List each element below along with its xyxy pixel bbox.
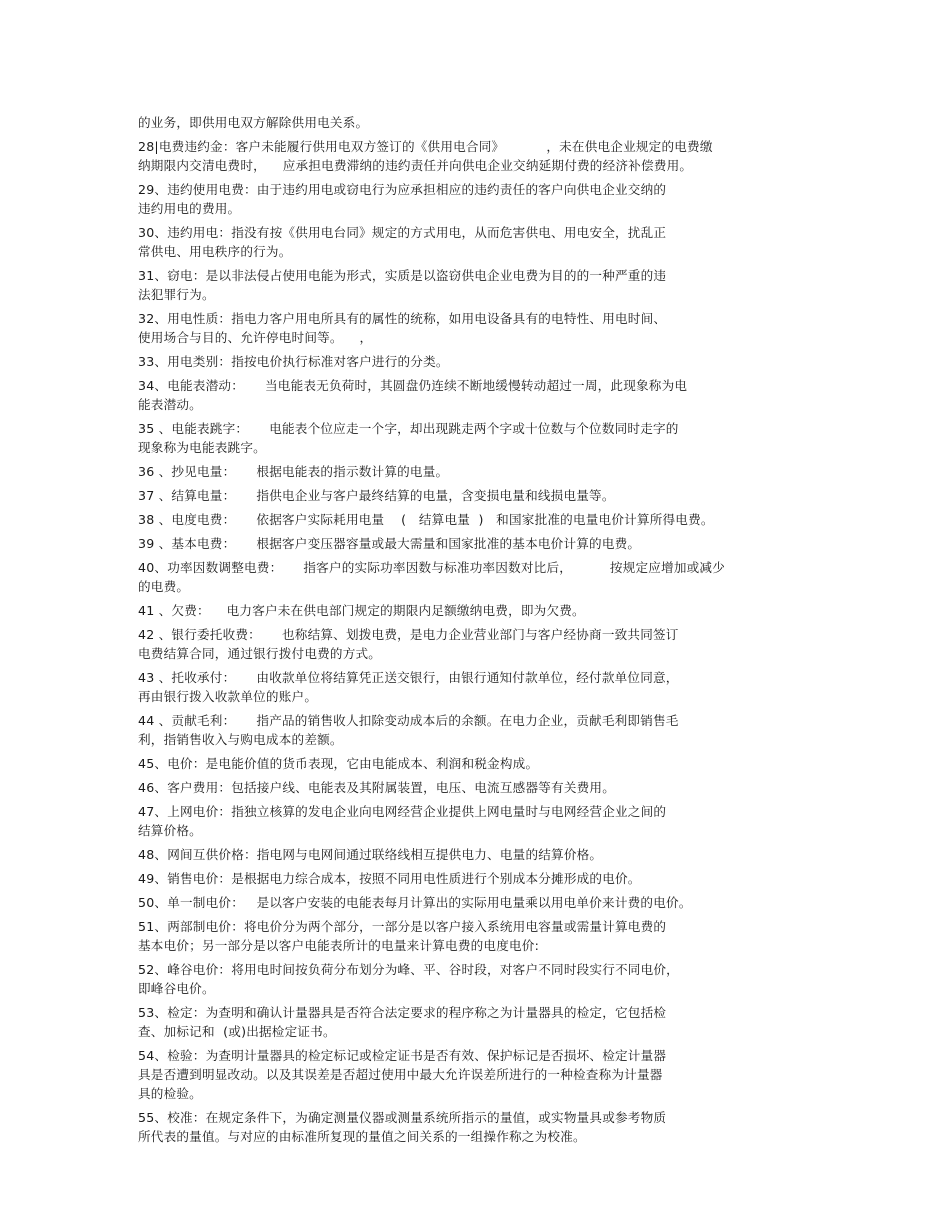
text-line: 49、销售电价：是根据电力综合成本，按照不同用电性质进行个别成本分摊形成的电价。 <box>138 871 641 886</box>
text-line: 35 、电能表跳字： 电能表个位应走一个字，却出现跳走两个字或十位数与个位数同时走字的 <box>138 421 679 436</box>
text-line: 54、检验：为查明计量器具的检定标记或检定证书是否有效、保护标记是否损坏、检定计量器 <box>138 1048 667 1063</box>
definition-entry-49 <box>138 869 818 888</box>
definition-entry-40 <box>138 558 818 596</box>
text-line: 33、用电类别：指按电价执行标准对客户进行的分类。 <box>138 354 449 369</box>
definition-entry-38 <box>138 510 818 529</box>
text-line: 即峰谷电价。 <box>138 981 215 996</box>
text-line: 36 、抄见电量： 根据电能表的指示数计算的电量。 <box>138 464 449 479</box>
definition-entry-44 <box>138 711 818 749</box>
text-line: 41 、欠费： 电力客户未在供电部门规定的期限内足额缴纳电费，即为欠费。 <box>138 603 585 618</box>
text-line: 29、违约使用电费：由于违约用电或窃电行为应承担相应的违约责任的客户向供电企业交纳的 <box>138 182 667 197</box>
text-line: 基本电价；另一部分是以客户电能表所计的电量来计算电费的电度电价: <box>138 938 540 953</box>
definition-entry-51 <box>138 917 818 955</box>
text-line: 违约用电的费用。 <box>138 201 241 216</box>
text-line: 31、窃电：是以非法侵占使用电能为形式，实质是以盗窃供电企业电费为目的的一种严重的违 <box>138 268 667 283</box>
text-line: 28|电费违约金：客户未能履行供用电双方签订的《供用电合同》 ，未在供电企业规定的电费缴 <box>138 139 713 154</box>
text-line: 现象称为电能表跳字。 <box>138 440 266 455</box>
definition-entry-45 <box>138 754 818 773</box>
text-line: 30、违约用电：指没有按《供用电台同》规定的方式用电，从而危害供电、用电安全，扰乱正 <box>138 225 667 240</box>
text-line: 43 、托收承付： 由收款单位将结算凭正送交银行，由银行通知付款单位，经付款单位同意， <box>138 670 679 685</box>
definition-entry-33 <box>138 352 818 371</box>
document-body <box>138 113 818 1151</box>
text-line: 具的检验。 <box>138 1086 202 1101</box>
text-line: 47、上网电价：指独立核算的发电企业向电网经营企业提供上网电量时与电网经营企业之间的 <box>138 804 667 819</box>
text-line: 法犯罪行为。 <box>138 287 215 302</box>
text-line: 39 、基本电费： 根据客户变压器容量或最大需量和国家批准的基本电价计算的电费。 <box>138 536 641 551</box>
text-line: 再由银行拨入收款单位的账户。 <box>138 689 318 704</box>
definition-entry-35 <box>138 419 818 457</box>
definition-entry-46 <box>138 778 818 797</box>
text-line: 48、网间互供价格：指电网与电网间通过联络线相互提供电力、电量的结算价格。 <box>138 847 603 862</box>
definition-entry-42 <box>138 625 818 663</box>
text-line: 具是否遭到明显改动。以及其误差是否超过使用中最大允许误差所进行的一种检查称为计量器 <box>138 1067 663 1082</box>
text-line: 使用场合与目的、允许停电时间等。 ， <box>138 330 373 345</box>
definition-entry-53 <box>138 1003 818 1041</box>
text-line: 42 、银行委托收费： 也称结算、划拨电费，是电力企业营业部门与客户经协商一致共同签订 <box>138 627 679 642</box>
definition-entry-54 <box>138 1046 818 1103</box>
text-line: 45、电价：是电能价值的货币表现，它由电能成本、利润和税金构成。 <box>138 756 539 771</box>
text-line: 的业务，即供用电双方解除供用电关系。 <box>138 115 369 130</box>
text-line: 46、客户费用：包括接户线、电能表及其附属装置，电压、电流互感器等有关费用。 <box>138 780 615 795</box>
definition-entry-34 <box>138 376 818 414</box>
text-line: 40、功率因数调整电费： 指客户的实际功率因数与标准功率因数对比后， 按规定应增加或减少 <box>138 560 726 575</box>
definition-entry-29 <box>138 180 818 218</box>
definition-entry-36 <box>138 462 818 481</box>
definition-entry-47 <box>138 802 818 840</box>
definition-entry-55 <box>138 1108 818 1146</box>
text-line: 32、用电性质：指电力客户用电所具有的属性的统称，如用电设备具有的电特性、用电时间、 <box>138 311 667 326</box>
text-line: 能表潜动。 <box>138 397 202 412</box>
text-line: 50、单一制电价： 是以客户安装的电能表每月计算出的实际用电量乘以用电单价来计费的电价。 <box>138 895 692 910</box>
definition-entry-43 <box>138 668 818 706</box>
text-line: 55、校准：在规定条件下，为确定测量仪器或测量系统所指示的量值，或实物量具或参考物质 <box>138 1110 667 1125</box>
definition-entry-32 <box>138 309 818 347</box>
definition-entry-28 <box>138 137 818 175</box>
text-line: 44 、贡献毛利： 指产品的销售收人扣除变动成本后的余额。在电力企业，贡献毛利即销售毛 <box>138 713 679 728</box>
text-line: 51、两部制电价：将电价分为两个部分，一部分是以客户接入系统用电容量或需量计算电费的 <box>138 919 667 934</box>
text-line: 结算价格。 <box>138 823 202 838</box>
definition-entry-30 <box>138 223 818 261</box>
text-line: 电费结算合同，通过银行拨付电费的方式。 <box>138 646 382 661</box>
text-line: 37 、结算电量： 指供电企业与客户最终结算的电量，含变损电量和线损电量等。 <box>138 488 615 503</box>
definition-entry-37 <box>138 486 818 505</box>
definition-entry-31 <box>138 266 818 304</box>
text-line: 利，指销售收入与购电成本的差额。 <box>138 732 343 747</box>
text-line: 常供电、用电秩序的行为。 <box>138 244 292 259</box>
text-line: 53、检定：为查明和确认计量器具是否符合法定要求的程序称之为计量器具的检定，它包括检 <box>138 1005 667 1020</box>
definition-entry-39 <box>138 534 818 553</box>
text-line: 纳期限内交清电费时， 应承担电费滞纳的违约责任并向供电企业交纳延期付费的经济补偿费用。 <box>138 158 693 173</box>
text-line: 的电费。 <box>138 579 190 594</box>
text-line: 查、加标记和 (或)出据检定证书。 <box>138 1024 336 1039</box>
text-line: 38 、电度电费： 依据客户实际耗用电量 ( 结算电量 ) 和国家批准的电量电价计算所得电费。 <box>138 512 714 527</box>
definition-entry-50 <box>138 893 818 912</box>
definition-entry-48 <box>138 845 818 864</box>
definition-entry-52 <box>138 960 818 998</box>
text-line: 52、峰谷电价：将用电时间按负荷分布划分为峰、平、谷时段，对客户不同时段实行不同电价， <box>138 962 679 977</box>
text-line: 34、电能表潜动： 当电能表无负荷时，其圆盘仍连续不断地缓慢转动超过一周，此现象称为电 <box>138 378 688 393</box>
definition-entry-41 <box>138 601 818 620</box>
text-line: 所代表的量值。与对应的由标准所复现的量值之间关系的一组操作称之为校准。 <box>138 1129 586 1144</box>
definition-entry-cont <box>138 113 818 132</box>
